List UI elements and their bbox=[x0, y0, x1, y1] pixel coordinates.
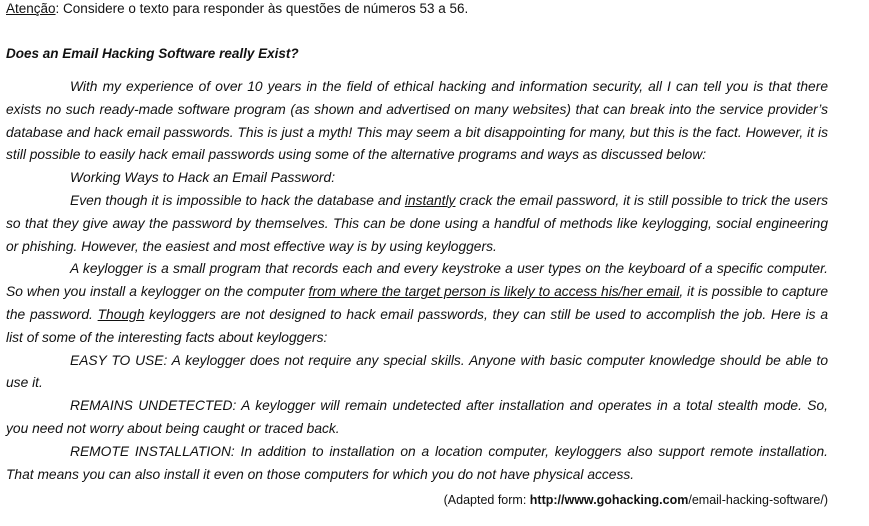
attention-note bbox=[6, 1, 468, 17]
paragraph-3-part-a: Even though it is impossible to hack the database and bbox=[70, 192, 405, 208]
underlined-target-phrase: from where the target person is likely to access his/her email bbox=[308, 284, 680, 300]
paragraph-remote-installation: REMOTE INSTALLATION: In addition to installation on a location computer, keyloggers also support remote installation. That means you can also install it even on those computers for which you do not have physical access. bbox=[6, 443, 828, 482]
underlined-though: Though bbox=[97, 306, 145, 322]
source-citation bbox=[444, 493, 828, 507]
source-suffix: /) bbox=[820, 493, 828, 507]
paragraph-3 bbox=[6, 190, 828, 258]
attention-text: : Considere o texto para responder às questões de números 53 a 56. bbox=[55, 1, 469, 16]
source-path: /email-hacking-software bbox=[688, 493, 821, 507]
underlined-instantly: instantly bbox=[404, 192, 456, 208]
source-prefix: (Adapted form: bbox=[443, 493, 530, 507]
paragraph-4-part-c: keyloggers are not designed to hack email passwords, they can still be used to accomplish the job. Here is a list of some of the interesting facts about keyloggers: bbox=[6, 306, 829, 345]
paragraph-1: With my experience of over 10 years in the field of ethical hacking and information security, all I can tell you is that there exists no such ready-made software program (as shown and advertised on many websites) that can break into the service provider’s database and hack email passwords. This is just a myth! This may seem a bit disappointing for many, but this is the fact. However, it is still possible to easily hack email passwords using some of the alternative programs and ways as discussed below: bbox=[6, 79, 828, 163]
paragraph-easy-to-use: EASY TO USE: A keylogger does not require any special skills. Anyone with basic computer knowledge should be able to use it. bbox=[6, 352, 828, 391]
paragraph-remains-undetected: REMAINS UNDETECTED: A keylogger will remain undetected after installation and operates in a total stealth mode. So, you need not worry about being caught or traced back. bbox=[6, 398, 828, 436]
article-title: Does an Email Hacking Software really Exist? bbox=[6, 46, 299, 61]
source-url: http://www.gohacking.com bbox=[529, 493, 689, 507]
paragraph-4-part-a: A keylogger is a small program that records each and every keystroke a user types on the keyboard of a specific computer. So when you install a keylogger on the computer bbox=[6, 261, 828, 300]
paragraph-4 bbox=[6, 258, 828, 349]
paragraph-2: Working Ways to Hack an Email Password: bbox=[70, 170, 336, 186]
paragraph-3-part-b: crack the email password, it is still possible to trick the users so that they give away the password by themselves. This can be done using a handful of methods like keylogging, social engineering or phishing. However, the easiest and most effective way is by using keyloggers. bbox=[6, 192, 828, 254]
paragraph-4-part-b: , it is possible to capture the password. bbox=[6, 284, 828, 322]
article-body bbox=[6, 76, 828, 486]
attention-label: Atenção bbox=[6, 1, 56, 16]
